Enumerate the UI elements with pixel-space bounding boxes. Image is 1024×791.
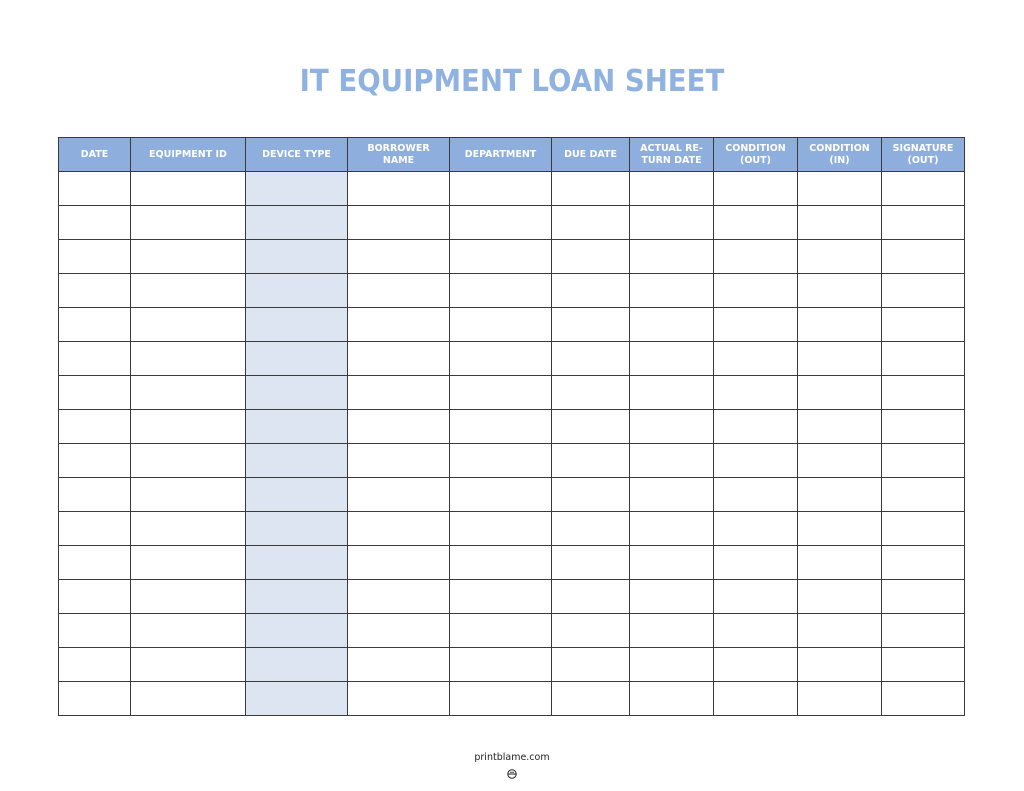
column-header-date: DATE [59, 138, 131, 172]
cell-equipment-id[interactable] [131, 410, 246, 444]
cell-borrower-name[interactable] [348, 172, 450, 206]
table-row [59, 682, 965, 716]
printblame-logo-icon [507, 769, 517, 779]
cell-condition-out[interactable] [714, 682, 798, 716]
cell-condition-out[interactable] [714, 308, 798, 342]
cell-borrower-name[interactable] [348, 614, 450, 648]
cell-equipment-id[interactable] [131, 546, 246, 580]
cell-equipment-id[interactable] [131, 614, 246, 648]
cell-equipment-id[interactable] [131, 240, 246, 274]
cell-borrower-name[interactable] [348, 376, 450, 410]
cell-department[interactable] [450, 410, 552, 444]
cell-department[interactable] [450, 648, 552, 682]
cell-due-date[interactable] [552, 546, 630, 580]
cell-date[interactable] [59, 240, 131, 274]
cell-due-date[interactable] [552, 512, 630, 546]
cell-condition-out[interactable] [714, 206, 798, 240]
table-row [59, 512, 965, 546]
column-header-department: DEPARTMENT [450, 138, 552, 172]
column-header-condition-out: CONDITION (OUT) [714, 138, 798, 172]
cell-device-type[interactable] [246, 410, 348, 444]
cell-date[interactable] [59, 342, 131, 376]
cell-device-type[interactable] [246, 512, 348, 546]
cell-device-type[interactable] [246, 342, 348, 376]
cell-device-type[interactable] [246, 580, 348, 614]
cell-signature-out[interactable] [882, 206, 965, 240]
cell-condition-in[interactable] [798, 206, 882, 240]
cell-device-type[interactable] [246, 682, 348, 716]
cell-borrower-name[interactable] [348, 648, 450, 682]
table-row [59, 546, 965, 580]
cell-date[interactable] [59, 580, 131, 614]
cell-actual-return-date[interactable] [630, 512, 714, 546]
table-row [59, 172, 965, 206]
cell-condition-in[interactable] [798, 240, 882, 274]
table-row [59, 240, 965, 274]
cell-equipment-id[interactable] [131, 512, 246, 546]
table-row [59, 206, 965, 240]
table-row [59, 376, 965, 410]
cell-due-date[interactable] [552, 240, 630, 274]
table-row [59, 410, 965, 444]
column-header-borrower-name: BORROWER NAME [348, 138, 450, 172]
cell-condition-in[interactable] [798, 274, 882, 308]
cell-borrower-name[interactable] [348, 342, 450, 376]
cell-actual-return-date[interactable] [630, 682, 714, 716]
cell-device-type[interactable] [246, 614, 348, 648]
cell-equipment-id[interactable] [131, 308, 246, 342]
cell-borrower-name[interactable] [348, 274, 450, 308]
cell-date[interactable] [59, 614, 131, 648]
table-row [59, 342, 965, 376]
cell-actual-return-date[interactable] [630, 376, 714, 410]
cell-borrower-name[interactable] [348, 580, 450, 614]
cell-equipment-id[interactable] [131, 274, 246, 308]
cell-borrower-name[interactable] [348, 240, 450, 274]
cell-condition-out[interactable] [714, 648, 798, 682]
cell-department[interactable] [450, 478, 552, 512]
cell-date[interactable] [59, 410, 131, 444]
cell-device-type[interactable] [246, 546, 348, 580]
cell-equipment-id[interactable] [131, 172, 246, 206]
cell-condition-in[interactable] [798, 512, 882, 546]
cell-condition-out[interactable] [714, 444, 798, 478]
cell-signature-out[interactable] [882, 308, 965, 342]
cell-borrower-name[interactable] [348, 546, 450, 580]
cell-device-type[interactable] [246, 206, 348, 240]
column-header-equipment-id: EQUIPMENT ID [131, 138, 246, 172]
cell-equipment-id[interactable] [131, 682, 246, 716]
cell-department[interactable] [450, 240, 552, 274]
cell-signature-out[interactable] [882, 376, 965, 410]
cell-department[interactable] [450, 274, 552, 308]
cell-condition-out[interactable] [714, 376, 798, 410]
table-body [59, 172, 965, 716]
cell-department[interactable] [450, 580, 552, 614]
cell-date[interactable] [59, 206, 131, 240]
cell-signature-out[interactable] [882, 512, 965, 546]
cell-signature-out[interactable] [882, 240, 965, 274]
column-header-due-date: DUE DATE [552, 138, 630, 172]
cell-condition-in[interactable] [798, 580, 882, 614]
page-title: IT EQUIPMENT LOAN SHEET [299, 64, 725, 99]
cell-date[interactable] [59, 648, 131, 682]
cell-actual-return-date[interactable] [630, 274, 714, 308]
cell-due-date[interactable] [552, 682, 630, 716]
cell-condition-out[interactable] [714, 240, 798, 274]
cell-actual-return-date[interactable] [630, 410, 714, 444]
cell-due-date[interactable] [552, 410, 630, 444]
cell-borrower-name[interactable] [348, 410, 450, 444]
cell-borrower-name[interactable] [348, 512, 450, 546]
cell-date[interactable] [59, 444, 131, 478]
column-header-device-type: DEVICE TYPE [246, 138, 348, 172]
table-row [59, 274, 965, 308]
cell-borrower-name[interactable] [348, 478, 450, 512]
table-row [59, 308, 965, 342]
cell-date[interactable] [59, 376, 131, 410]
cell-condition-out[interactable] [714, 614, 798, 648]
footer [0, 752, 1024, 783]
column-header-signature-out: SIGNATURE (OUT) [882, 138, 965, 172]
cell-equipment-id[interactable] [131, 648, 246, 682]
cell-department[interactable] [450, 342, 552, 376]
cell-device-type[interactable] [246, 274, 348, 308]
footer-site-text: printblame.com [474, 752, 550, 763]
cell-department[interactable] [450, 172, 552, 206]
cell-due-date[interactable] [552, 580, 630, 614]
cell-condition-in[interactable] [798, 342, 882, 376]
cell-actual-return-date[interactable] [630, 308, 714, 342]
cell-condition-in[interactable] [798, 410, 882, 444]
cell-due-date[interactable] [552, 274, 630, 308]
cell-condition-in[interactable] [798, 478, 882, 512]
loan-table [58, 137, 965, 716]
cell-actual-return-date[interactable] [630, 478, 714, 512]
cell-department[interactable] [450, 376, 552, 410]
cell-due-date[interactable] [552, 444, 630, 478]
table-row [59, 580, 965, 614]
cell-device-type[interactable] [246, 648, 348, 682]
cell-actual-return-date[interactable] [630, 648, 714, 682]
cell-condition-in[interactable] [798, 682, 882, 716]
cell-date[interactable] [59, 682, 131, 716]
cell-borrower-name[interactable] [348, 444, 450, 478]
cell-signature-out[interactable] [882, 648, 965, 682]
cell-condition-out[interactable] [714, 546, 798, 580]
table-row [59, 614, 965, 648]
cell-condition-out[interactable] [714, 580, 798, 614]
table-row [59, 648, 965, 682]
cell-department[interactable] [450, 682, 552, 716]
cell-condition-out[interactable] [714, 410, 798, 444]
cell-date[interactable] [59, 172, 131, 206]
cell-actual-return-date[interactable] [630, 546, 714, 580]
cell-date[interactable] [59, 512, 131, 546]
cell-borrower-name[interactable] [348, 206, 450, 240]
cell-equipment-id[interactable] [131, 206, 246, 240]
cell-due-date[interactable] [552, 648, 630, 682]
cell-department[interactable] [450, 308, 552, 342]
cell-department[interactable] [450, 546, 552, 580]
cell-due-date[interactable] [552, 478, 630, 512]
cell-actual-return-date[interactable] [630, 240, 714, 274]
table-row [59, 478, 965, 512]
cell-condition-out[interactable] [714, 274, 798, 308]
cell-equipment-id[interactable] [131, 580, 246, 614]
cell-condition-in[interactable] [798, 172, 882, 206]
cell-signature-out[interactable] [882, 172, 965, 206]
cell-actual-return-date[interactable] [630, 614, 714, 648]
cell-condition-in[interactable] [798, 648, 882, 682]
cell-equipment-id[interactable] [131, 342, 246, 376]
cell-date[interactable] [59, 546, 131, 580]
cell-date[interactable] [59, 308, 131, 342]
cell-condition-out[interactable] [714, 172, 798, 206]
cell-actual-return-date[interactable] [630, 172, 714, 206]
cell-device-type[interactable] [246, 308, 348, 342]
cell-equipment-id[interactable] [131, 478, 246, 512]
cell-department[interactable] [450, 512, 552, 546]
cell-device-type[interactable] [246, 172, 348, 206]
cell-signature-out[interactable] [882, 342, 965, 376]
cell-actual-return-date[interactable] [630, 206, 714, 240]
cell-signature-out[interactable] [882, 614, 965, 648]
cell-signature-out[interactable] [882, 274, 965, 308]
cell-device-type[interactable] [246, 376, 348, 410]
cell-condition-in[interactable] [798, 308, 882, 342]
cell-department[interactable] [450, 206, 552, 240]
cell-borrower-name[interactable] [348, 682, 450, 716]
cell-signature-out[interactable] [882, 546, 965, 580]
cell-due-date[interactable] [552, 614, 630, 648]
cell-condition-in[interactable] [798, 546, 882, 580]
cell-borrower-name[interactable] [348, 308, 450, 342]
cell-actual-return-date[interactable] [630, 342, 714, 376]
cell-device-type[interactable] [246, 240, 348, 274]
cell-signature-out[interactable] [882, 410, 965, 444]
cell-signature-out[interactable] [882, 682, 965, 716]
cell-condition-out[interactable] [714, 512, 798, 546]
cell-date[interactable] [59, 274, 131, 308]
cell-condition-in[interactable] [798, 614, 882, 648]
table-row [59, 444, 965, 478]
cell-actual-return-date[interactable] [630, 444, 714, 478]
cell-due-date[interactable] [552, 206, 630, 240]
cell-signature-out[interactable] [882, 478, 965, 512]
cell-condition-in[interactable] [798, 444, 882, 478]
column-header-actual-return-date: ACTUAL RE- TURN DATE [630, 138, 714, 172]
cell-actual-return-date[interactable] [630, 580, 714, 614]
cell-device-type[interactable] [246, 478, 348, 512]
cell-signature-out[interactable] [882, 580, 965, 614]
table-header-row [59, 138, 965, 172]
cell-due-date[interactable] [552, 172, 630, 206]
cell-condition-in[interactable] [798, 376, 882, 410]
cell-due-date[interactable] [552, 308, 630, 342]
cell-date[interactable] [59, 478, 131, 512]
cell-condition-out[interactable] [714, 342, 798, 376]
cell-equipment-id[interactable] [131, 444, 246, 478]
cell-due-date[interactable] [552, 342, 630, 376]
cell-signature-out[interactable] [882, 444, 965, 478]
cell-equipment-id[interactable] [131, 376, 246, 410]
column-header-condition-in: CONDITION (IN) [798, 138, 882, 172]
cell-condition-out[interactable] [714, 478, 798, 512]
cell-due-date[interactable] [552, 376, 630, 410]
cell-department[interactable] [450, 614, 552, 648]
cell-device-type[interactable] [246, 444, 348, 478]
cell-department[interactable] [450, 444, 552, 478]
